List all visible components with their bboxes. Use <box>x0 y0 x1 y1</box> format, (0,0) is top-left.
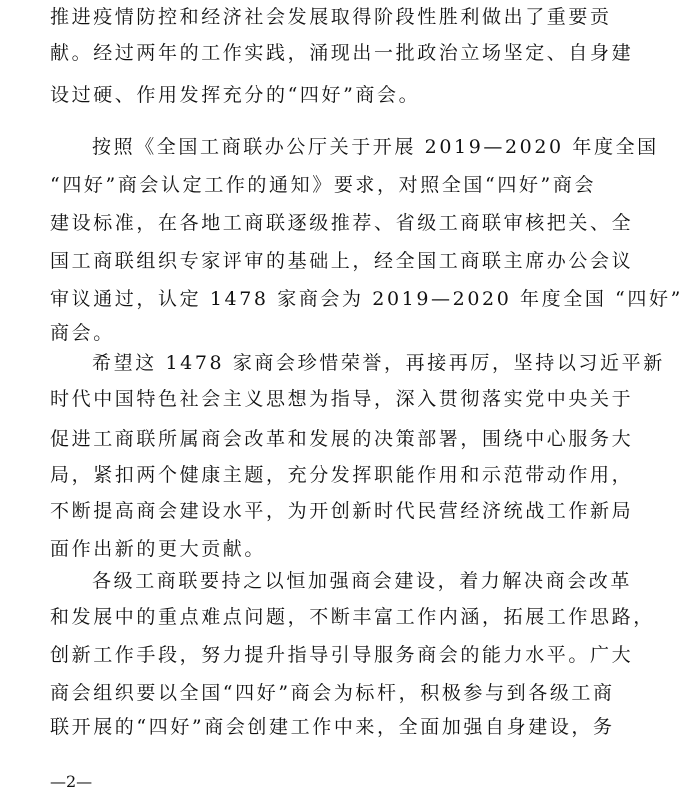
text-line: 设过硬、作用发挥充分的“四好”商会。 <box>50 84 421 106</box>
text-line: 时代中国特色社会主义思想为指导，深入贯彻落实党中央关于 <box>50 388 634 410</box>
text-line: 面作出新的更大贡献。 <box>50 538 267 560</box>
text-line: 促进工商联所属商会改革和发展的决策部署，围绕中心服务大 <box>50 428 634 450</box>
text-line: 国工商联组织专家评审的基础上，经全国工商联主席办公会议 <box>50 250 634 272</box>
text-line: 联开展的“四好”商会创建工作中来，全面加强自身建设，务 <box>50 716 615 738</box>
text-line: 献。经过两年的工作实践，涌现出一批政治立场坚定、自身建 <box>50 42 634 64</box>
text-line: 商会组织要以全国“四好”商会为标杆，积极参与到各级工商 <box>50 682 615 704</box>
text-line: 审议通过，认定 1478 家商会为 2019—2020 年度全国 “四好” <box>50 288 683 310</box>
text-line: 按照《全国工商联办公厅关于开展 2019—2020 年度全国 <box>92 136 659 158</box>
text-line: “四好”商会认定工作的通知》要求，对照全国“四好”商会 <box>50 174 597 196</box>
text-line: 创新工作手段，努力提升指导引导服务商会的能力水平。广大 <box>50 644 634 666</box>
text-line: 建设标准，在各地工商联逐级推荐、省级工商联审核把关、全 <box>50 212 634 234</box>
text-line: 推进疫情防控和经济社会发展取得阶段性胜利做出了重要贡 <box>50 6 612 28</box>
text-line: 希望这 1478 家商会珍惜荣誉，再接再厉，坚持以习近平新 <box>92 352 665 374</box>
text-line: 局，紧扣两个健康主题，充分发挥职能作用和示范带动作用， <box>50 464 634 486</box>
text-line: 和发展中的重点难点问题，不断丰富工作内涵，拓展工作思路， <box>50 606 655 628</box>
text-line: 不断提高商会建设水平，为开创新时代民营经济统战工作新局 <box>50 500 634 522</box>
page-number: —2— <box>50 772 93 791</box>
text-line: 商会。 <box>50 322 115 344</box>
text-line: 各级工商联要持之以恒加强商会建设，着力解决商会改革 <box>92 570 633 592</box>
